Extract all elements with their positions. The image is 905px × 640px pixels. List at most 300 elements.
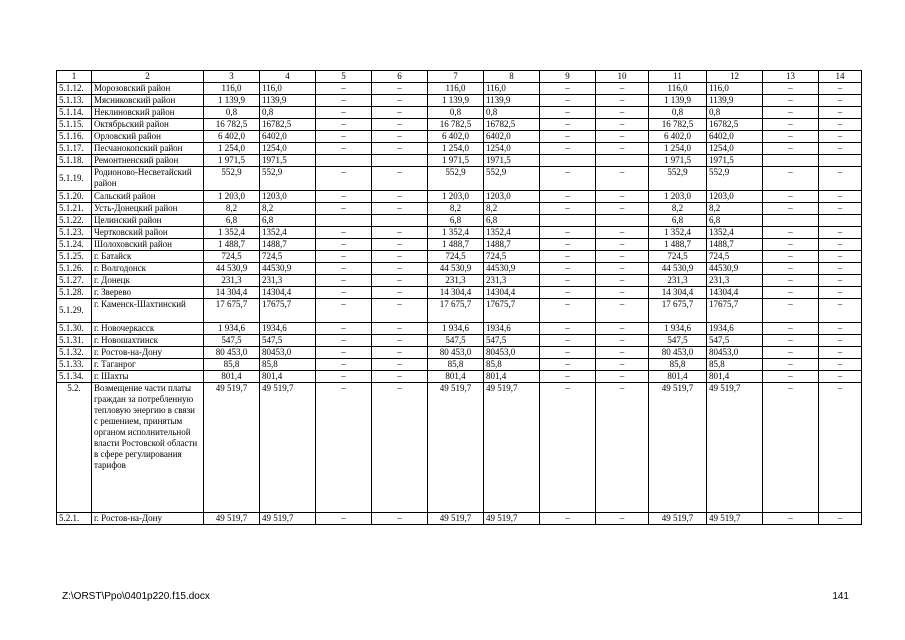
value-cell: – — [596, 323, 649, 335]
table-row — [57, 215, 862, 227]
value-cell: 724,5 — [649, 251, 707, 263]
value-cell: – — [540, 119, 596, 131]
value-cell: – — [540, 335, 596, 347]
value-cell: – — [540, 107, 596, 119]
value-cell — [540, 155, 596, 167]
value-cell: 6402,0 — [484, 131, 540, 143]
value-cell: 552,9 — [204, 167, 260, 191]
value-cell: – — [763, 251, 819, 263]
value-cell: 80 453,0 — [204, 347, 260, 359]
column-header: 9 — [540, 71, 596, 83]
table-row — [57, 299, 862, 323]
table-row — [57, 107, 862, 119]
value-cell: – — [316, 383, 372, 513]
value-cell: 1203,0 — [484, 191, 540, 203]
value-cell: – — [540, 383, 596, 513]
value-cell: 16 782,5 — [428, 119, 484, 131]
row-name-cell: Чертковский район — [92, 227, 204, 239]
value-cell: 80 453,0 — [428, 347, 484, 359]
table-row — [57, 143, 862, 155]
value-cell: – — [540, 143, 596, 155]
column-header: 12 — [707, 71, 763, 83]
value-cell: – — [316, 335, 372, 347]
table-row — [57, 513, 862, 525]
value-cell: 49 519,7 — [428, 383, 484, 513]
value-cell: 49 519,7 — [484, 513, 540, 525]
value-cell: – — [819, 299, 862, 323]
value-cell: 44 530,9 — [204, 263, 260, 275]
value-cell: 1 488,7 — [649, 239, 707, 251]
value-cell: – — [596, 513, 649, 525]
row-number-cell: 5.2.1. — [57, 513, 92, 525]
value-cell — [596, 155, 649, 167]
value-cell: 231,3 — [707, 275, 763, 287]
value-cell: – — [372, 251, 428, 263]
value-cell: 116,0 — [204, 83, 260, 95]
value-cell: 552,9 — [428, 167, 484, 191]
value-cell: – — [819, 83, 862, 95]
value-cell: 231,3 — [204, 275, 260, 287]
row-number-cell: 5.1.20. — [57, 191, 92, 203]
row-name-cell: Целинский район — [92, 215, 204, 227]
value-cell: – — [763, 167, 819, 191]
value-cell: – — [596, 251, 649, 263]
value-cell: 6402,0 — [707, 131, 763, 143]
value-cell: – — [316, 251, 372, 263]
value-cell: – — [316, 287, 372, 299]
value-cell: – — [540, 203, 596, 215]
value-cell: – — [540, 371, 596, 383]
value-cell: 1 488,7 — [428, 239, 484, 251]
column-header: 11 — [649, 71, 707, 83]
value-cell: 85,8 — [428, 359, 484, 371]
row-number-cell: 5.1.13. — [57, 95, 92, 107]
value-cell: 16782,5 — [260, 119, 316, 131]
value-cell: 8,2 — [204, 203, 260, 215]
value-cell: 547,5 — [649, 335, 707, 347]
value-cell: – — [316, 131, 372, 143]
value-cell: 49 519,7 — [260, 383, 316, 513]
column-header: 8 — [484, 71, 540, 83]
value-cell: – — [763, 371, 819, 383]
value-cell — [316, 215, 372, 227]
row-number-cell: 5.1.17. — [57, 143, 92, 155]
value-cell: 14 304,4 — [428, 287, 484, 299]
value-cell: 49 519,7 — [707, 383, 763, 513]
table-row — [57, 83, 862, 95]
value-cell: 44530,9 — [707, 263, 763, 275]
value-cell: 1 254,0 — [649, 143, 707, 155]
value-cell: – — [372, 119, 428, 131]
value-cell: 6402,0 — [260, 131, 316, 143]
value-cell: 17 675,7 — [649, 299, 707, 323]
row-name-cell: г. Ростов-на-Дону — [92, 513, 204, 525]
table-header-row — [57, 71, 862, 83]
value-cell: 724,5 — [204, 251, 260, 263]
value-cell: – — [763, 119, 819, 131]
value-cell: – — [819, 227, 862, 239]
table-row — [57, 335, 862, 347]
value-cell: 49 519,7 — [649, 513, 707, 525]
value-cell: 0,8 — [428, 107, 484, 119]
value-cell — [540, 215, 596, 227]
value-cell: – — [596, 167, 649, 191]
value-cell: 1 139,9 — [204, 95, 260, 107]
value-cell: 17 675,7 — [204, 299, 260, 323]
value-cell: – — [819, 167, 862, 191]
value-cell: 1 139,9 — [649, 95, 707, 107]
row-name-cell: г. Ростов-на-Дону — [92, 347, 204, 359]
value-cell: 0,8 — [649, 107, 707, 119]
value-cell: – — [372, 299, 428, 323]
column-header: 14 — [819, 71, 862, 83]
value-cell: 1254,0 — [260, 143, 316, 155]
row-number-cell: 5.1.12. — [57, 83, 92, 95]
value-cell: – — [763, 347, 819, 359]
value-cell: – — [372, 239, 428, 251]
value-cell: 6,8 — [260, 215, 316, 227]
value-cell: 1 352,4 — [204, 227, 260, 239]
value-cell: – — [596, 299, 649, 323]
row-number-cell: 5.1.33. — [57, 359, 92, 371]
value-cell: – — [316, 347, 372, 359]
value-cell: 1203,0 — [260, 191, 316, 203]
table-row — [57, 275, 862, 287]
row-number-cell: 5.1.22. — [57, 215, 92, 227]
value-cell: – — [763, 107, 819, 119]
value-cell: 801,4 — [649, 371, 707, 383]
value-cell: – — [596, 143, 649, 155]
value-cell: – — [540, 299, 596, 323]
value-cell: – — [316, 323, 372, 335]
row-number-cell: 5.1.23. — [57, 227, 92, 239]
table-row — [57, 239, 862, 251]
value-cell: – — [316, 359, 372, 371]
value-cell: – — [372, 513, 428, 525]
value-cell: 6,8 — [204, 215, 260, 227]
value-cell: – — [316, 191, 372, 203]
row-name-cell: г. Новошахтинск — [92, 335, 204, 347]
value-cell: – — [372, 203, 428, 215]
row-number-cell: 5.1.29. — [57, 299, 92, 323]
value-cell: – — [316, 119, 372, 131]
value-cell: – — [316, 263, 372, 275]
value-cell: 8,2 — [649, 203, 707, 215]
value-cell: – — [819, 371, 862, 383]
value-cell: 547,5 — [204, 335, 260, 347]
value-cell: 1 203,0 — [428, 191, 484, 203]
value-cell: – — [819, 335, 862, 347]
value-cell: – — [819, 251, 862, 263]
value-cell: 44 530,9 — [428, 263, 484, 275]
value-cell: 16782,5 — [484, 119, 540, 131]
value-cell: – — [316, 167, 372, 191]
value-cell: 1 352,4 — [649, 227, 707, 239]
value-cell: – — [540, 95, 596, 107]
value-cell: 49 519,7 — [707, 513, 763, 525]
row-number-cell: 5.1.14. — [57, 107, 92, 119]
row-name-cell: г. Батайск — [92, 251, 204, 263]
table-row — [57, 287, 862, 299]
value-cell: – — [372, 131, 428, 143]
value-cell: 231,3 — [484, 275, 540, 287]
value-cell: 49 519,7 — [204, 513, 260, 525]
value-cell: 44 530,9 — [649, 263, 707, 275]
value-cell: 547,5 — [428, 335, 484, 347]
value-cell: – — [372, 371, 428, 383]
value-cell: 85,8 — [707, 359, 763, 371]
value-cell: – — [819, 107, 862, 119]
value-cell: – — [316, 513, 372, 525]
value-cell: 724,5 — [707, 251, 763, 263]
value-cell: – — [819, 191, 862, 203]
value-cell: 801,4 — [707, 371, 763, 383]
value-cell: 801,4 — [428, 371, 484, 383]
value-cell: 1488,7 — [260, 239, 316, 251]
value-cell: – — [596, 119, 649, 131]
value-cell: – — [819, 143, 862, 155]
value-cell: – — [819, 95, 862, 107]
value-cell: 6,8 — [428, 215, 484, 227]
value-cell: – — [763, 191, 819, 203]
value-cell: – — [316, 371, 372, 383]
value-cell: 8,2 — [484, 203, 540, 215]
value-cell: – — [372, 335, 428, 347]
value-cell: 116,0 — [649, 83, 707, 95]
row-name-cell: Мясниковский район — [92, 95, 204, 107]
value-cell: 1488,7 — [707, 239, 763, 251]
row-number-cell: 5.1.25. — [57, 251, 92, 263]
value-cell: – — [763, 275, 819, 287]
value-cell — [372, 155, 428, 167]
value-cell: 1 934,6 — [428, 323, 484, 335]
row-name-cell: г. Донецк — [92, 275, 204, 287]
value-cell: – — [596, 383, 649, 513]
value-cell: – — [763, 95, 819, 107]
value-cell: – — [316, 275, 372, 287]
value-cell: – — [763, 299, 819, 323]
column-header: 13 — [763, 71, 819, 83]
value-cell: – — [372, 167, 428, 191]
value-cell: 1203,0 — [707, 191, 763, 203]
value-cell: – — [316, 83, 372, 95]
value-cell: – — [316, 299, 372, 323]
column-header: 6 — [372, 71, 428, 83]
value-cell: 6 402,0 — [204, 131, 260, 143]
value-cell: 1254,0 — [707, 143, 763, 155]
value-cell: – — [763, 513, 819, 525]
table-row — [57, 203, 862, 215]
value-cell: 16782,5 — [707, 119, 763, 131]
value-cell: 552,9 — [649, 167, 707, 191]
value-cell: 0,8 — [260, 107, 316, 119]
row-name-cell: г. Каменск-Шахтинский — [92, 299, 204, 323]
value-cell: – — [596, 95, 649, 107]
value-cell: 116,0 — [428, 83, 484, 95]
value-cell: 17 675,7 — [428, 299, 484, 323]
value-cell: – — [540, 251, 596, 263]
value-cell: – — [372, 107, 428, 119]
value-cell: – — [819, 347, 862, 359]
value-cell: – — [763, 227, 819, 239]
value-cell: 85,8 — [260, 359, 316, 371]
value-cell: 801,4 — [484, 371, 540, 383]
value-cell: – — [372, 359, 428, 371]
value-cell: 14 304,4 — [204, 287, 260, 299]
value-cell: – — [316, 143, 372, 155]
row-name-cell: г. Шахты — [92, 371, 204, 383]
value-cell: 49 519,7 — [649, 383, 707, 513]
row-name-cell: Возмещение части платы граждан за потребленную тепловую энергию в связи с решением, принятым органом исполнительной власти Ростовской области в сфере регулирования тарифов — [92, 383, 204, 513]
value-cell: 116,0 — [484, 83, 540, 95]
row-name-cell: Усть-Донецкий район — [92, 203, 204, 215]
value-cell: 231,3 — [649, 275, 707, 287]
value-cell: – — [596, 83, 649, 95]
value-cell: – — [596, 263, 649, 275]
table-row — [57, 191, 862, 203]
value-cell: 547,5 — [260, 335, 316, 347]
value-cell: 1 139,9 — [428, 95, 484, 107]
value-cell: – — [763, 131, 819, 143]
value-cell: – — [540, 275, 596, 287]
value-cell: – — [372, 143, 428, 155]
value-cell: 44530,9 — [484, 263, 540, 275]
row-number-cell: 5.1.32. — [57, 347, 92, 359]
value-cell: 85,8 — [484, 359, 540, 371]
value-cell: – — [596, 239, 649, 251]
value-cell: 1 971,5 — [649, 155, 707, 167]
value-cell: 49 519,7 — [484, 383, 540, 513]
value-cell: – — [763, 83, 819, 95]
value-cell: – — [819, 131, 862, 143]
value-cell: 801,4 — [204, 371, 260, 383]
value-cell: 6,8 — [649, 215, 707, 227]
row-number-cell: 5.1.18. — [57, 155, 92, 167]
value-cell: – — [316, 95, 372, 107]
value-cell: 1971,5 — [707, 155, 763, 167]
table-row — [57, 347, 862, 359]
value-cell: 14304,4 — [484, 287, 540, 299]
table-row — [57, 227, 862, 239]
value-cell: 1 254,0 — [428, 143, 484, 155]
row-number-cell: 5.1.34. — [57, 371, 92, 383]
value-cell: – — [763, 239, 819, 251]
value-cell: – — [372, 275, 428, 287]
row-number-cell: 5.1.30. — [57, 323, 92, 335]
value-cell: 16 782,5 — [649, 119, 707, 131]
value-cell: 1 488,7 — [204, 239, 260, 251]
value-cell: 0,8 — [484, 107, 540, 119]
value-cell: 80453,0 — [707, 347, 763, 359]
row-number-cell: 5.1.27. — [57, 275, 92, 287]
value-cell: 1 203,0 — [204, 191, 260, 203]
table-row — [57, 119, 862, 131]
value-cell: – — [596, 335, 649, 347]
value-cell: – — [819, 239, 862, 251]
value-cell: – — [819, 287, 862, 299]
table-row — [57, 95, 862, 107]
value-cell: 0,8 — [707, 107, 763, 119]
row-name-cell: г. Таганрог — [92, 359, 204, 371]
value-cell: 801,4 — [260, 371, 316, 383]
value-cell: 1 971,5 — [204, 155, 260, 167]
value-cell: 49 519,7 — [428, 513, 484, 525]
table-row — [57, 167, 862, 191]
row-name-cell: Песчанокопский район — [92, 143, 204, 155]
table-row — [57, 371, 862, 383]
value-cell: 231,3 — [260, 275, 316, 287]
value-cell: 0,8 — [204, 107, 260, 119]
row-number-cell: 5.1.26. — [57, 263, 92, 275]
value-cell: – — [819, 323, 862, 335]
value-cell: 49 519,7 — [260, 513, 316, 525]
value-cell: 552,9 — [260, 167, 316, 191]
value-cell: 724,5 — [484, 251, 540, 263]
value-cell: 724,5 — [428, 251, 484, 263]
column-header: 2 — [92, 71, 204, 83]
value-cell: – — [540, 323, 596, 335]
value-cell: 85,8 — [649, 359, 707, 371]
value-cell: – — [819, 203, 862, 215]
value-cell: – — [596, 359, 649, 371]
value-cell: 1934,6 — [707, 323, 763, 335]
value-cell: – — [372, 383, 428, 513]
value-cell: – — [372, 347, 428, 359]
value-cell: – — [819, 263, 862, 275]
value-cell: – — [596, 371, 649, 383]
value-cell: 8,2 — [707, 203, 763, 215]
value-cell: 724,5 — [260, 251, 316, 263]
table-row — [57, 323, 862, 335]
row-number-cell: 5.1.19. — [57, 167, 92, 191]
value-cell: – — [540, 239, 596, 251]
value-cell: – — [763, 323, 819, 335]
value-cell: 552,9 — [484, 167, 540, 191]
value-cell: 85,8 — [204, 359, 260, 371]
value-cell: 6,8 — [707, 215, 763, 227]
value-cell: – — [596, 347, 649, 359]
value-cell: – — [596, 191, 649, 203]
value-cell: – — [596, 107, 649, 119]
value-cell: 14304,4 — [707, 287, 763, 299]
value-cell: – — [316, 203, 372, 215]
row-number-cell: 5.1.21. — [57, 203, 92, 215]
value-cell: – — [372, 83, 428, 95]
budget-table — [56, 70, 862, 525]
value-cell: 1 254,0 — [204, 143, 260, 155]
value-cell: 80453,0 — [484, 347, 540, 359]
value-cell: 1 934,6 — [204, 323, 260, 335]
column-header: 1 — [57, 71, 92, 83]
row-name-cell: Неклиновский район — [92, 107, 204, 119]
value-cell: 14304,4 — [260, 287, 316, 299]
value-cell: 1 352,4 — [428, 227, 484, 239]
value-cell: 8,2 — [428, 203, 484, 215]
column-header: 7 — [428, 71, 484, 83]
row-number-cell: 5.2. — [57, 383, 92, 513]
value-cell: 1254,0 — [484, 143, 540, 155]
value-cell: – — [596, 227, 649, 239]
value-cell: 1139,9 — [260, 95, 316, 107]
value-cell: – — [763, 143, 819, 155]
value-cell: – — [540, 513, 596, 525]
value-cell: – — [763, 335, 819, 347]
row-name-cell: Морозовский район — [92, 83, 204, 95]
table-row — [57, 359, 862, 371]
value-cell: – — [540, 347, 596, 359]
value-cell: 80 453,0 — [649, 347, 707, 359]
value-cell: – — [540, 83, 596, 95]
